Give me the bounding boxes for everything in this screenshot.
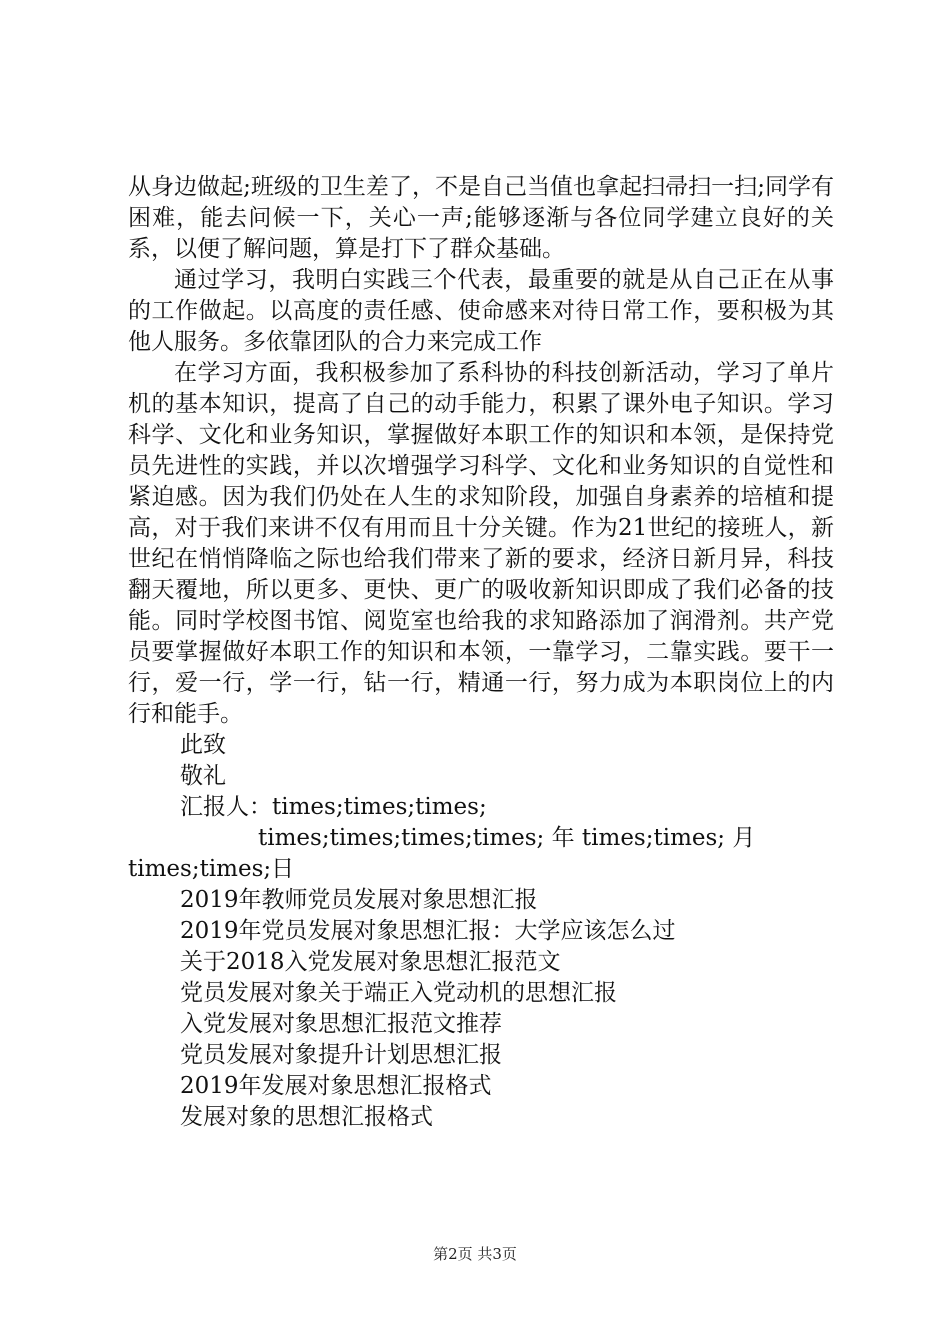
reporter-line: 汇报人：times;times;times; — [180, 794, 487, 820]
related-link[interactable]: 2019年发展对象思想汇报格式 — [180, 1073, 492, 1099]
related-link[interactable]: 2019年党员发展对象思想汇报：大学应该怎么过 — [180, 918, 676, 944]
related-link[interactable]: 入党发展对象思想汇报范文推荐 — [180, 1011, 502, 1037]
related-link[interactable]: 2019年教师党员发展对象思想汇报 — [180, 887, 538, 913]
related-link[interactable]: 关于2018入党发展对象思想汇报范文 — [180, 949, 561, 975]
paragraph: 通过学习，我明白实践三个代表，最重要的就是从自己正在从事的工作做起。以高度的责任感、使命感来对待日常工作，要积极为其他人服务。多依靠团队的合力来完成工作 — [128, 267, 834, 355]
related-links-list — [128, 885, 834, 1133]
salutation: 此致 — [180, 732, 226, 758]
related-link[interactable]: 发展对象的思想汇报格式 — [180, 1104, 433, 1130]
related-link[interactable]: 党员发展对象关于端正入党动机的思想汇报 — [180, 980, 617, 1006]
related-link[interactable]: 党员发展对象提升计划思想汇报 — [180, 1042, 502, 1068]
regards: 敬礼 — [180, 763, 226, 789]
paragraph: 在学习方面，我积极参加了系科协的科技创新活动，学习了单片机的基本知识，提高了自己的动手能力，积累了课外电子知识。学习科学、文化和业务知识，掌握做好本职工作的知识和本领，是保持党员先进性的实践，并以次增强学习科学、文化和业务知识的自觉性和紧迫感。因为我们仍处在人生的求知阶段，加强自身素养的培植和提高，对于我们来讲不仅有用而且十分关键。作为21世纪的接班人，新世纪在悄悄降临之际也给我们带来了新的要求，经济日新月异，科技翻天覆地，所以更多、更快、更广的吸收新知识即成了我们必备的技能。同时学校图书馆、阅览室也给我的求知路添加了润滑剂。共产党员要掌握做好本职工作的知识和本领，一靠学习，二靠实践。要干一行，爱一行，学一行，钻一行，精通一行，努力成为本职岗位上的内行和能手。 — [128, 360, 834, 727]
document-body — [128, 172, 834, 1133]
page-indicator: 第2页 共3页 — [433, 1245, 517, 1263]
paragraph: 从身边做起;班级的卫生差了，不是自己当值也拿起扫帚扫一扫;同学有困难，能去问候一下，关心一声;能够逐渐与各位同学建立良好的关系，以便了解问题，算是打下了群众基础。 — [128, 174, 834, 262]
date-line: times;times;times;times; 年 times;times; 月 times;times;日 — [128, 825, 756, 882]
